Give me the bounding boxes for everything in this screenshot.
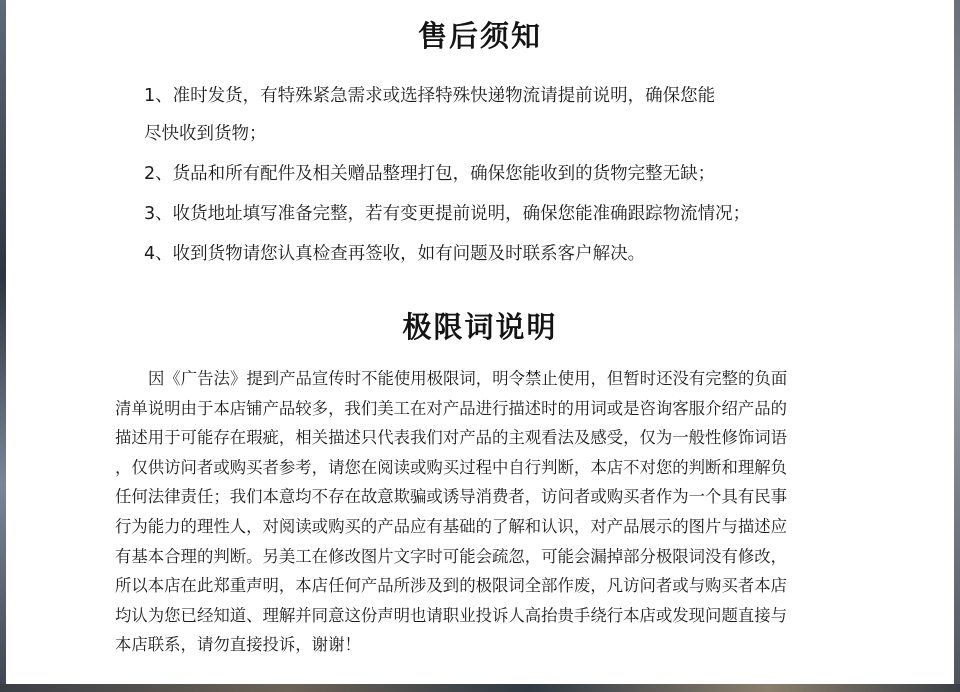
notice-line-2: 2、货品和所有配件及相关赠品整理打包，确保您能收到的货物完整无缺； <box>144 164 716 184</box>
notice-panel <box>6 0 954 684</box>
notice-line-4: 4、收到货物请您认真检查再签收，如有问题及时联系客户解决。 <box>144 244 646 264</box>
background-photo-edge-bottom <box>0 684 960 692</box>
disclaimer-line: 行为能力的理性人，对阅读或购买的产品应有基础的了解和认识，对产品展示的图片与描述应 <box>115 516 788 536</box>
after-sales-title: 售后须知 <box>417 19 542 53</box>
disclaimer-line: 因《广告法》提到产品宣传时不能使用极限词，明令禁止使用，但暂时还没有完整的负面 <box>148 369 788 388</box>
disclaimer-line: 清单说明由于本店铺产品较多，我们美工在对产品进行描述时的用词或是咨询客服介绍产品的 <box>115 398 788 418</box>
disclaimer-line: 本店联系，请勿直接投诉，谢谢！ <box>115 635 361 655</box>
disclaimer-line: 任何法律责任；我们本意均不存在故意欺骗或诱导消费者，访问者或购买者作为一个具有民事 <box>115 487 788 507</box>
disclaimer-line: 所以本店在此郑重声明，本店任何产品所涉及到的极限词全部作废，凡访问者或与购买者本店 <box>115 576 788 596</box>
disclaimer-line: 均认为您已经知道、理解并同意这份声明也请职业投诉人高抬贵手绕行本店或发现问题直接与 <box>115 605 788 625</box>
disclaimer-line: 描述用于可能存在瑕疵，相关描述只代表我们对产品的主观看法及感受，仅为一般性修饰词语 <box>115 428 788 448</box>
disclaimer-line: ，仅供访问者或购买者参考，请您在阅读或购买过程中自行判断，本店不对您的判断和理解负 <box>115 457 788 477</box>
notice-line-1: 1、准时发货，有特殊紧急需求或选择特殊快递物流请提前说明，确保您能 <box>144 86 716 106</box>
disclaimer-title: 极限词说明 <box>402 310 558 344</box>
background-photo-edge-right <box>954 0 960 692</box>
notice-line-3: 3、收货地址填写准备完整，若有变更提前说明，确保您能准确跟踪物流情况； <box>144 204 751 224</box>
disclaimer-paragraph <box>115 364 860 660</box>
disclaimer-line: 有基本合理的判断。另美工在修改图片文字时可能会疏忽，可能会漏掉部分极限词没有修改， <box>115 546 788 566</box>
notice-line-1-cont: 尽快收到货物； <box>144 124 267 144</box>
